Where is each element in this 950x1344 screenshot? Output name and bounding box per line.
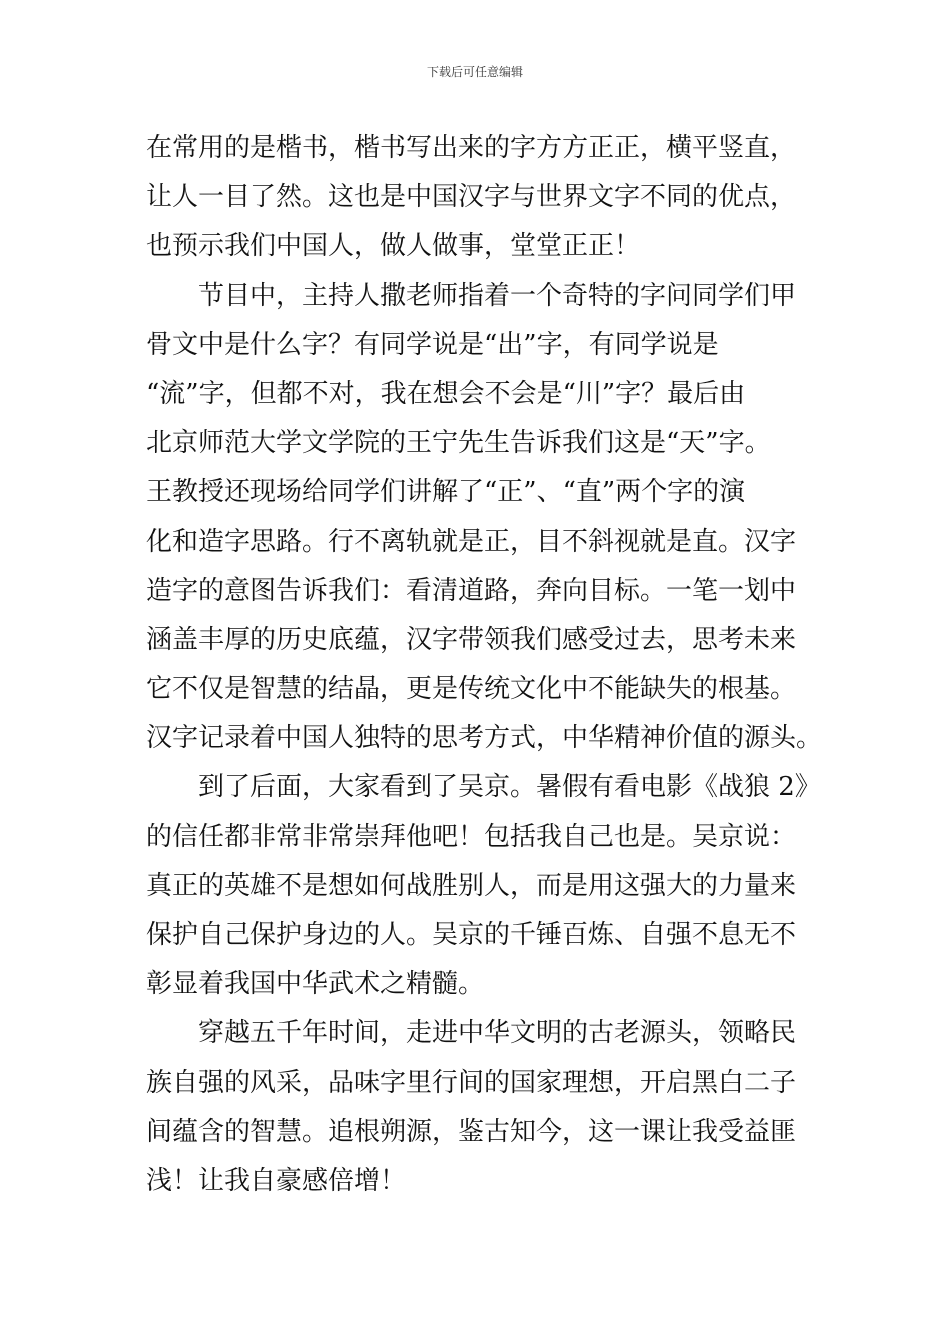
text-line: 让人一目了然。这也是中国汉字与世界文字不同的优点， (146, 182, 797, 213)
text-line: 王教授还现场给同学们讲解了“正”、“直”两个字的演 (146, 477, 746, 508)
text-line: 到了后面，大家看到了吴京。暑假有看电影《战狼 2》 (146, 772, 821, 803)
text-line: 节目中，主持人撒老师指着一个奇特的字问同学们甲 (146, 280, 797, 311)
text-line: 彰显着我国中华武术之精髓。 (146, 969, 485, 1000)
text-line: 它不仅是智慧的结晶，更是传统文化中不能缺失的根基。 (146, 674, 797, 705)
text-line: 造字的意图告诉我们：看清道路，奔向目标。一笔一划中 (146, 575, 797, 606)
text-line: 的信任都非常非常崇拜他吧！包括我自己也是。吴京说： (146, 821, 797, 852)
text-line: 涵盖丰厚的历史底蕴，汉字带领我们感受过去，思考未来 (146, 624, 797, 655)
text-line: 真正的英雄不是想如何战胜别人，而是用这强大的力量来 (146, 870, 797, 901)
text-line: 骨文中是什么字？有同学说是“出”字，有同学说是 (146, 329, 719, 360)
text-line: 族自强的风采，品味字里行间的国家理想，开启黑白二子 (146, 1067, 797, 1098)
text-line: 也预示我们中国人，做人做事，堂堂正正！ (146, 231, 641, 262)
page-header: 下载后可任意编辑 (426, 65, 523, 79)
text-line: 在常用的是楷书，楷书写出来的字方方正正，横平竖直， (146, 133, 797, 163)
text-line: 北京师范大学文学院的王宁先生告诉我们这是“天”字。 (146, 428, 771, 459)
text-line: 汉字记录着中国人独特的思考方式，中华精神价值的源头。 (146, 723, 823, 754)
text-line: 化和造字思路。行不离轨就是正，目不斜视就是直。汉字 (146, 526, 797, 557)
text-line: “流”字，但都不对，我在想会不会是“川”字？最后由 (146, 378, 746, 409)
body-text (146, 124, 823, 1206)
text-line: 间蕴含的智慧。追根朔源，鉴古知今，这一课让我受益匪 (146, 1116, 797, 1147)
text-line: 保护自己保护身边的人。吴京的千锤百炼、自强不息无不 (146, 920, 797, 950)
text-line: 穿越五千年时间，走进中华文明的古老源头，领略民 (146, 1018, 797, 1049)
text-line: 浅！让我自豪感倍增！ (146, 1165, 407, 1196)
